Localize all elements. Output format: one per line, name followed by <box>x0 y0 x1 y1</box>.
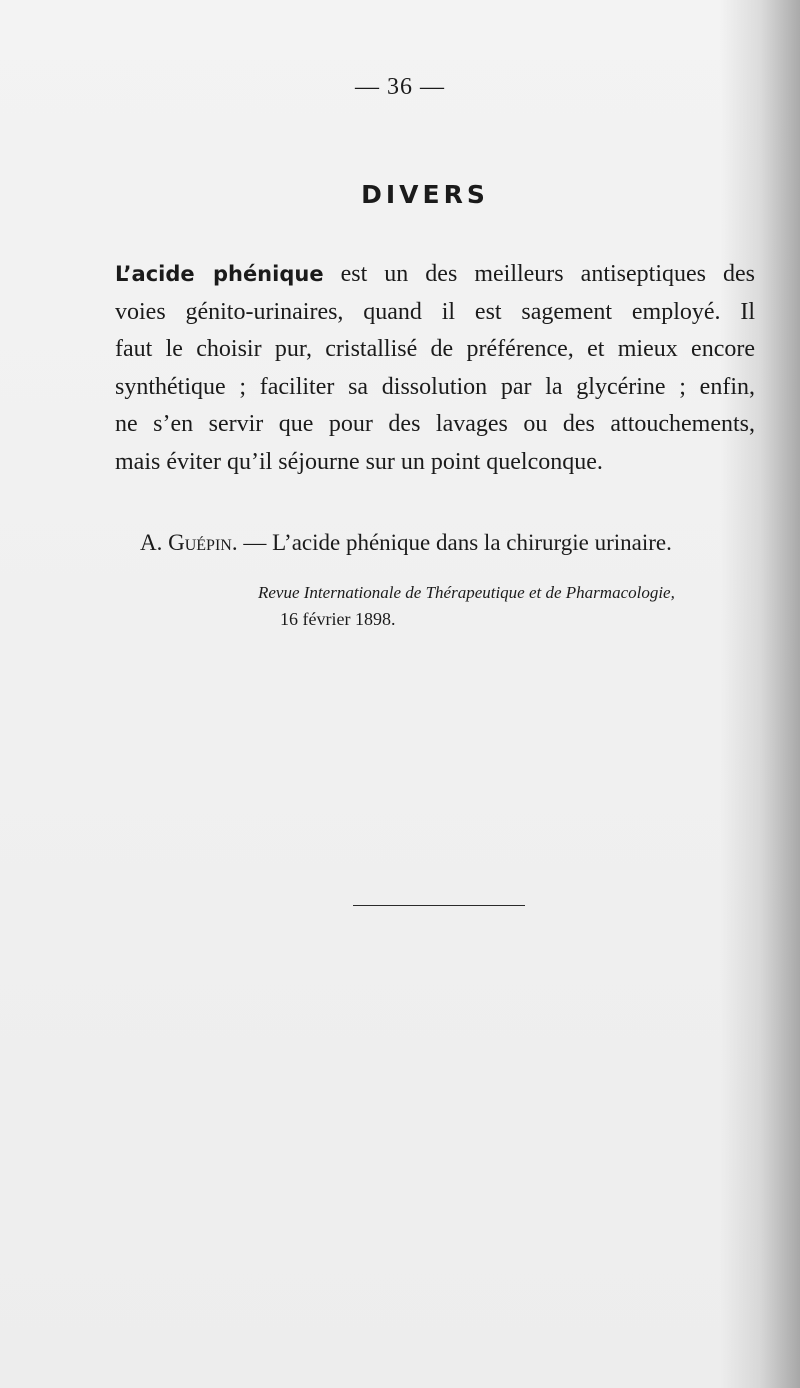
paragraph-line-1-text: est un des meilleurs antiseptiques des <box>323 261 755 287</box>
paragraph-lead: L’acide phénique <box>115 262 324 286</box>
paragraph-line-1 <box>115 256 755 294</box>
paragraph-line-4: synthétique ; faciliter sa dissolution par la glycérine ; enfin, <box>115 373 755 400</box>
paragraph-line-2: voies génito-urinaires, quand il est sagement employé. Il <box>115 298 755 325</box>
citation-journal: Revue Internationale de Thérapeutique et de Pharmacologie, <box>258 583 675 602</box>
citation-dash: — <box>237 530 273 555</box>
section-divider <box>353 905 525 906</box>
citation-title: L’acide phénique dans la chirurgie urinaire. <box>272 530 672 555</box>
section-title: DIVERS <box>361 180 489 209</box>
citation-author: A. Guépin. <box>140 530 238 555</box>
paragraph-line-3: faut le choisir pur, cristallisé de préférence, et mieux encore <box>115 336 755 363</box>
paragraph-line-6: mais éviter qu’il séjourne sur un point quelconque. <box>115 448 603 475</box>
paragraph-line-5: ne s’en servir que pour des lavages ou des attouchements, <box>115 411 755 438</box>
citation-date: 16 février 1898. <box>280 609 396 629</box>
page-number: — 36 — <box>355 74 445 100</box>
body-paragraph <box>115 256 755 482</box>
citation <box>140 530 740 556</box>
